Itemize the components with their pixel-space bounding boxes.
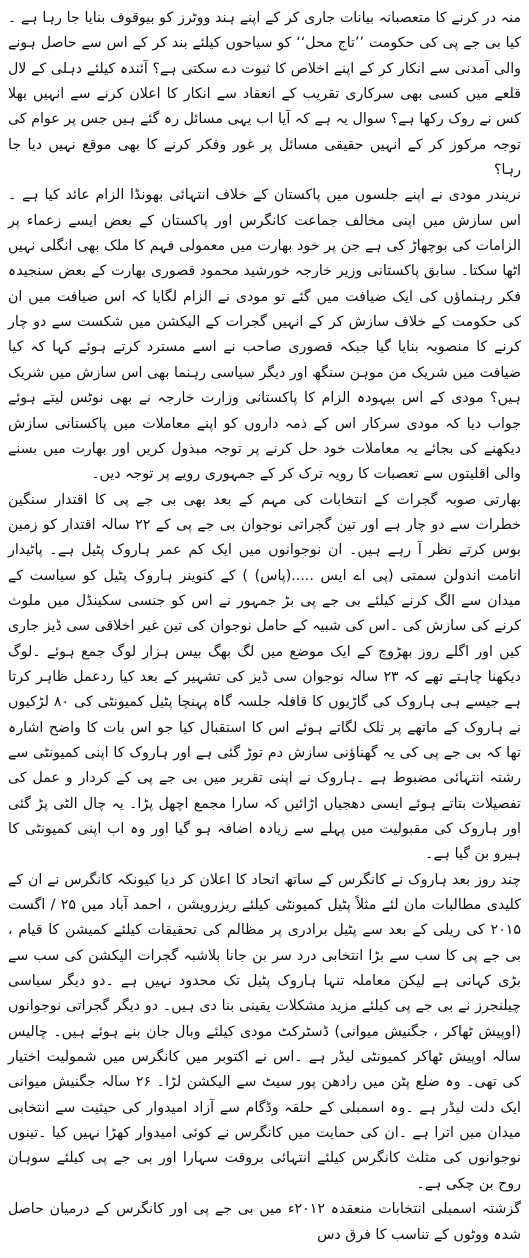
article-paragraph-3: بھارتی صوبہ گجرات کے انتخابات کی مہم کے بعد بھی بی جے پی کا اقتدار سنگین خطرات سے دو چار ہے اور تین گجراتی نوجوان بی جے پی کے ۲۲ سالہ اقتدار کو زمین بوس کرتے نظر آ رہے ہیں۔ ان نوجوانوں میں ایک کم عمر ہاروک پٹیل ہے۔ پاٹیدار انامت اندولن سمتی (پی اے ایس .....(پاس) ) کے کنوینر ہاروک پٹیل کو سیاست کے میدان سے الگ کرنے کیلئے بی جے پی بڑ جمہور نے اس کو جنسی سکینڈل میں ملوث کرنے کی سازش کی ۔اس کی شبیہ کے حامل نوجوان کی تین غیر اخلاقی سی ڈیز جاری کیں اور اگلے روز بھڑوچ کے ایک موضع میں لگ بھگ بیس ہزار لوگ جمع ہوئے ۔لوگ دیکھنا چاہتے تھے کہ ۲۳ سالہ نوجوان سی ڈیز کی تشہیر کے بعد کیا ردعمل ظاہر کرتا ہے جیسے ہی ہاروک کی گاڑیوں کا قافلہ جلسہ گاہ پہنچا پٹیل کمیونٹی کی ۸۰ لڑکیوں نے ہاروک کے ماتھے پر تلک لگاتے ہوئے اس کا استقبال کیا جو اس بات کا واضح اشارہ تھا کہ بی جے پی کی یہ گھناؤنی سازش دم توڑ گئی ہے اور ہاروک کا اپنی کمیونٹی سے رشتہ انتہائی مضبوط ہے ۔ہاروک نے اپنی تقریر میں بی جے پی کے کردار و عمل کی تفصیلات بتاتے ہوئے ایسی دھجیاں اڑائیں کہ سارا مجمع اچھل پڑا۔ یہ چال الٹی پڑ گئی اور ہاروک کی مقبولیت میں پہلے سے زیادہ اضافہ ہو گیا اور وہ اب اپنی کمیونٹی کا ہیرو بن گیا ہے۔ [8, 491, 521, 863]
article-paragraph-1: منہ در کرنے کا متعصبانہ بیانات جاری کر کے اپنے ہند ووٹرز کو بیوقوف بنایا جا رہا ہے ۔کیا بی جے پی کی حکومت ’’تاج محل‘‘ کو سیاحوں کیلئے بند کر کے اس سے حاصل ہونے والی آمدنی سے انکار کر کے اپنے اخلاص کا ثبوت دے سکتی ہے؟ آئندہ کیلئے دہلی کے لال قلعے میں کسی بھی سرکاری تقریب کے انعقاد سے انکار کا اعلان کرنے سے انہیں بھلا کس نے روک رکھا ہے؟ سوال یہ ہے کہ آیا اب یہی مسائل رہ گئے ہیں جس پر عوام کی توجہ مرکوز کر کے انہیں حقیقی مسائل پر غور وفکر کرنے کا بھی موقع نہیں دیا جا رہا؟ [8, 10, 521, 179]
article-paragraph-4: چند روز بعد ہاروک نے کانگرس کے ساتھ اتحاد کا اعلان کر دیا کیونکہ کانگرس نے ان کے کلیدی مطالبات مان لئے مثلاً پٹیل کمیونٹی کیلئے ریزرویشن ، احمد آباد میں ۲۵ / اگست ۲۰۱۵ کی ریلی کے بعد سے پٹیل برادری پر مظالم کی تحقیقات کیلئے کمیشن کا قیام ، بی جے پی کا سب سے بڑا انتخابی درد سر بن جانا بلاشبہ گجرات الیکشن کی سب سے بڑی کہانی ہے لیکن معاملہ تنہا ہاروک پٹیل تک محدود نہیں ہے ۔دو دیگر سیاسی چیلنجرز نے بی جے پی کیلئے مزید مشکلات یقینی بنا دی ہیں۔ دو دیگر گجراتی نوجوانوں (اوپیش ٹھاکر ، جگنیش میوانی) ڈسٹرکٹ مودی کیلئے وبال جان بنے ہوئے ہیں۔ چالیس سالہ اوپیش ٹھاکر کمیونٹی لیڈر ہے ۔اس نے اکتوبر میں کانگرس میں شمولیت اختیار کی تھی۔ وہ ضلع پٹن میں رادھن پور سیٹ سے الیکشن لڑا۔ ۲۶ سالہ جگنیش میوانی ایک دلت لیڈر ہے ۔وہ اسمبلی کے حلقہ وڈگام سے آزاد امیدوار کی حیثیت سے انتخابی میدان میں اترا ہے ۔ان کی حمایت میں کانگرس نے کوئی امیدوار کھڑا نہیں کیا ۔تینوں نوجوانوں کی مثلث کانگرس کیلئے انتہائی بروقت سہارا اور بی جے پی کیلئے سوہان روح بن چکی ہے۔ [8, 871, 521, 1192]
article-paragraph-5: گزشتہ اسمبلی انتخابات منعقدہ ۲۰۱۲ء میں بی جے پی اور کانگرس کے درمیان حاصل شدہ ووٹوں کے تناسب کا فرق دس [8, 1201, 521, 1243]
article-paragraph-2: نریندر مودی نے اپنے جلسوں میں پاکستان کے خلاف انتہائی بھونڈا الزام عائد کیا ہے ۔اس سازش میں اپنی مخالف جماعت کانگرس اور پاکستان کے بعض ایسے زعماء پر الزامات کی بوچھاڑ کی ہے جن پر خود بھارت میں معمولی فہم کا ملک بھی انگلی نہیں اٹھا سکتا۔ سابق پاکستانی وزیر خارجہ خورشید محمود قصوری بھارت کے بعض سنجیدہ فکر رہنماؤں کی ایک ضیافت میں گئے تو مودی نے الزام لگایا کہ اس ضیافت میں ان کی حکومت کے خلاف سازش کر کے انہیں گجرات کے الیکشن میں شکست سے دو چار کرنے کا منصوبہ بنایا گیا جبکہ قصوری صاحب نے اسے مسترد کرتے ہوئے کہا کہ کیا ضیافت میں شریک من موہن سنگھ اور دیگر سیاسی رہنما بھی اس سازش میں شریک ہیں؟ مودی کے اس بیہودہ الزام کا پاکستانی وزارت خارجہ نے بھی نوٹس لیتے ہوئے جواب دیا کہ مودی سرکار اس کے ذمہ داروں کو اپنے معاملات میں پاکستانی سازش دیکھنے کی بجائے یہ معاملات خود حل کرنے پر توجہ مبذول کریں اور بھارت میں بسنے والی اقلیتوں سے تعصبات کا رویہ ترک کر کے جمہوری رویے پر توجہ دیں۔ [8, 187, 521, 483]
